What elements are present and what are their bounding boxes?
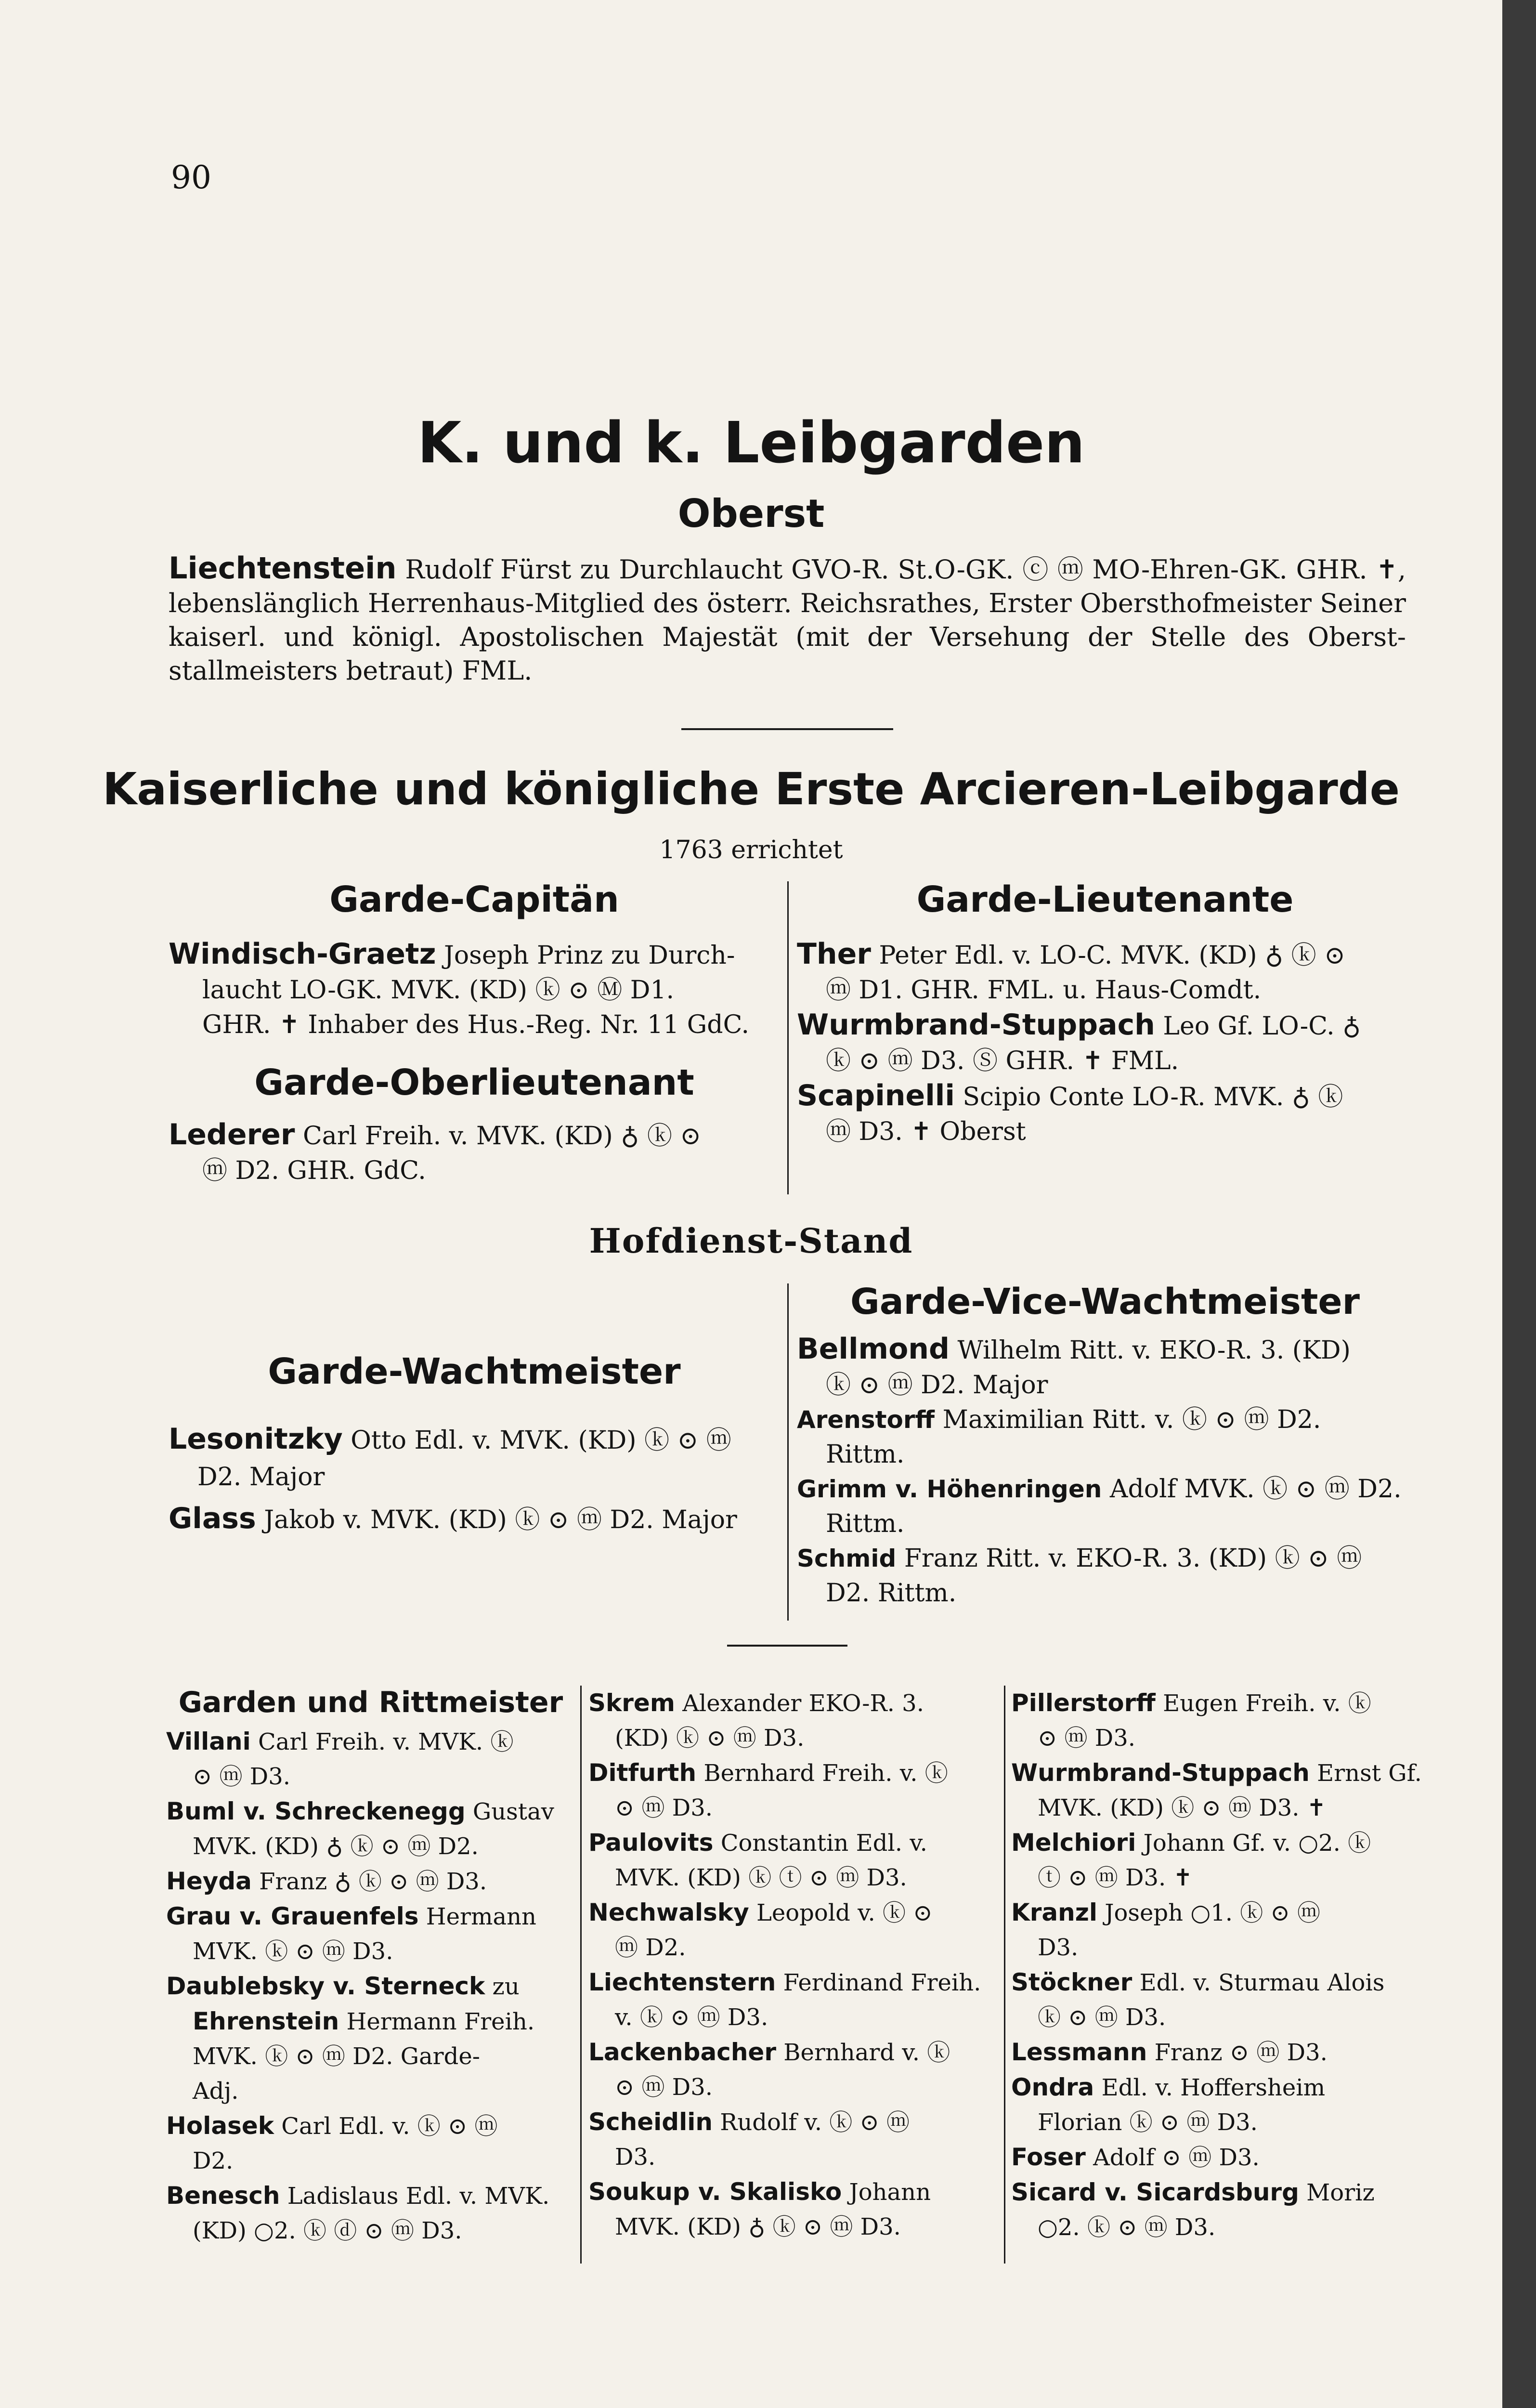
- oberlieutenant-line: Carl Freih. v. MVK. (KD) ♁ ⓚ ⊙: [302, 1122, 701, 1151]
- garden-line: Moriz: [1306, 2179, 1375, 2206]
- garden-line: Hermann: [426, 1903, 536, 1930]
- garden-line: Franz ⊙ ⓜ D3.: [1154, 2039, 1328, 2066]
- garden-line: D3.: [1038, 1934, 1079, 1961]
- oberst-details: Rudolf Fürst zu Durchlaucht GVO-R. St.O-GK. ⓒ ⓜ MO-Ehren-GK. GHR. ✝, lebenslänglich Herrenhaus-Mitglied des österr. Reichsrathes, Erster Obersthofmeister Seiner kaiserl. und königl. Apostolischen Majestät (mit der Versehung der Stelle des Oberststallmeisters betraut) FML.: [169, 554, 1406, 686]
- column-divider: [1004, 1686, 1005, 2264]
- garden-line: Adj.: [193, 2078, 239, 2105]
- garden-line: ⊙ ⓜ D3.: [615, 2074, 713, 2101]
- garden-line: v. ⓚ ⊙ ⓜ D3.: [615, 2004, 768, 2031]
- garden-name: Soukup v. Skalisko: [588, 2178, 842, 2206]
- garden-line: Hermann Freih.: [346, 2008, 535, 2035]
- capitaen-entry: [169, 937, 785, 1042]
- garden-line: Leopold v. ⓚ ⊙: [756, 1899, 933, 1926]
- garden-line: ⓜ D2.: [615, 1934, 686, 1961]
- garden-line: Rudolf v. ⓚ ⊙ ⓜ: [720, 2109, 910, 2136]
- garden-line: ⊙ ⓜ D3.: [193, 1763, 291, 1790]
- garden-line: Bernhard v. ⓚ: [783, 2039, 950, 2066]
- capitaen-line: Joseph Prinz zu Durch-: [444, 941, 735, 970]
- page-edge: [1502, 0, 1536, 2408]
- garden-line: Edl. v. Sturmau Alois: [1139, 1969, 1385, 1996]
- garden-name: Grau v. Grauenfels: [166, 1902, 419, 1930]
- garden-name: Paulovits: [588, 1829, 714, 1857]
- oberlieutenant-name: Lederer: [169, 1118, 295, 1152]
- garden-col3: [1011, 1686, 1425, 2245]
- main-title-text: K. und k. Leibgarden: [417, 409, 1085, 476]
- lieutenant-line: Leo Gf. LO-C. ♁: [1163, 1012, 1361, 1041]
- garden-line: Johann: [849, 2179, 931, 2206]
- garden-line: MVK. (KD) ⓚ ⊙ ⓜ D3. ✝: [1038, 1794, 1326, 1821]
- garden-col2: [588, 1686, 1002, 2244]
- garden-name: Skrem: [588, 1689, 675, 1717]
- lieutenant-line: ⓜ D3. ✝ Oberst: [826, 1117, 1026, 1146]
- column-divider: [787, 1283, 789, 1621]
- oberst-name: Liechtenstein: [169, 550, 397, 586]
- lieutenant-line: Scipio Conte LO-R. MVK. ♁ ⓚ: [963, 1083, 1343, 1112]
- hofdienst-title: Hofdienst-Stand: [589, 1221, 913, 1261]
- lieutenant-name: Scapinelli: [797, 1079, 955, 1112]
- garden-name: Villani: [166, 1727, 251, 1755]
- garden-line: ⓣ ⊙ ⓜ D3. ✝: [1038, 1864, 1193, 1891]
- oberlieutenant-entry: [169, 1117, 785, 1188]
- garden-line: ⊙ ⓜ D3.: [615, 1794, 713, 1821]
- garden-line: ○2. ⓚ ⊙ ⓜ D3.: [1038, 2214, 1216, 2241]
- garden-line: Eugen Freih. v. ⓚ: [1163, 1690, 1371, 1717]
- garden-line: ⊙ ⓜ D3.: [1038, 1725, 1136, 1752]
- garden-name: Ditfurth: [588, 1759, 697, 1787]
- capitaen-name: Windisch-Graetz: [169, 937, 436, 971]
- vice-heading: Garde-Vice-Wachtmeister: [850, 1281, 1360, 1322]
- oberst-entry: [169, 551, 1406, 688]
- main-title: [0, 409, 1502, 476]
- garden-line: Edl. v. Hoffersheim: [1101, 2074, 1326, 2101]
- wachtmeister-line: Otto Edl. v. MVK. (KD) ⓚ ⊙ ⓜ: [351, 1426, 731, 1455]
- garden-name: Sicard v. Sicardsburg: [1011, 2178, 1299, 2206]
- garden-name: Heyda: [166, 1867, 252, 1895]
- lieutenant-line: Peter Edl. v. LO-C. MVK. (KD) ♁ ⓚ ⊙: [879, 941, 1345, 970]
- garden-line: Joseph ○1. ⓚ ⊙ ⓜ: [1105, 1899, 1321, 1926]
- vice-list: [797, 1332, 1418, 1610]
- wachtmeister-list: [169, 1421, 785, 1538]
- page-number: 90: [171, 159, 211, 196]
- garden-line: Franz ♁ ⓚ ⊙ ⓜ D3.: [259, 1868, 487, 1895]
- vice-line: Wilhelm Ritt. v. EKO-R. 3. (KD): [957, 1336, 1351, 1365]
- wachtmeister-name: Glass: [169, 1502, 256, 1535]
- capitaen-line: GHR. ✝ Inhaber des Hus.-Reg. Nr. 11 GdC.: [202, 1010, 750, 1039]
- lieutenante-list: [797, 937, 1418, 1149]
- garden-line: MVK. (KD) ♁ ⓚ ⊙ ⓜ D3.: [615, 2213, 901, 2240]
- garden-line: zu: [492, 1973, 520, 2000]
- vice-line: ⓚ ⊙ ⓜ D2. Major: [826, 1371, 1048, 1400]
- garden-line: Johann Gf. v. ○2. ⓚ: [1143, 1830, 1371, 1857]
- wachtmeister-line: D2. Major: [197, 1463, 325, 1492]
- vice-line: Rittm.: [826, 1440, 905, 1469]
- garden-line: Gustav: [472, 1798, 554, 1825]
- garden-line: (KD) ⓚ ⊙ ⓜ D3.: [615, 1725, 805, 1752]
- divider-rule: [681, 728, 893, 730]
- vice-name: Grimm v. Höhenringen: [797, 1475, 1102, 1503]
- garden-line: ⓚ ⊙ ⓜ D3.: [1038, 2004, 1166, 2031]
- garden-line: Florian ⓚ ⊙ ⓜ D3.: [1038, 2109, 1258, 2136]
- garden-name: Lackenbacher: [588, 2038, 776, 2066]
- vice-line: Rittm.: [826, 1509, 905, 1538]
- oberst-heading-text: Oberst: [677, 491, 825, 536]
- garden-name: Kranzl: [1011, 1898, 1097, 1926]
- garden-line: MVK. ⓚ ⊙ ⓜ D2. Garde-: [193, 2043, 480, 2070]
- garden-name: Ehrenstein: [193, 2007, 339, 2035]
- garden-heading: Garden und Rittmeister: [178, 1686, 563, 1719]
- vice-name: Arenstorff: [797, 1406, 935, 1434]
- column-divider: [787, 881, 789, 1194]
- lieutenante-heading: Garde-Lieutenante: [916, 879, 1294, 920]
- garden-line: D2.: [193, 2147, 234, 2174]
- garden-name: Wurmbrand-Stuppach: [1011, 1759, 1310, 1787]
- oberlieutenant-heading: Garde-Oberlieutenant: [254, 1062, 694, 1103]
- garden-line: D3.: [615, 2144, 656, 2171]
- oberst-heading: [0, 491, 1502, 536]
- wachtmeister-line: Jakob v. MVK. (KD) ⓚ ⊙ ⓜ D2. Major: [264, 1505, 737, 1534]
- lieutenant-line: ⓚ ⊙ ⓜ D3. Ⓢ GHR. ✝ FML.: [826, 1047, 1179, 1075]
- column-divider: [580, 1686, 582, 2264]
- vice-line: Franz Ritt. v. EKO-R. 3. (KD) ⓚ ⊙ ⓜ: [904, 1544, 1362, 1573]
- garden-name: Stöckner: [1011, 1968, 1132, 1996]
- garden-name: Nechwalsky: [588, 1898, 749, 1926]
- lieutenant-name: Wurmbrand-Stuppach: [797, 1008, 1155, 1042]
- garden-line: Ernst Gf.: [1317, 1760, 1422, 1787]
- founded-note: 1763 errichtet: [659, 836, 843, 864]
- garden-name: Pillerstorff: [1011, 1689, 1156, 1717]
- garden-line: MVK. (KD) ⓚ ⓣ ⊙ ⓜ D3.: [615, 1864, 907, 1891]
- garden-line: Alexander EKO-R. 3.: [682, 1690, 924, 1717]
- capitaen-heading: Garde-Capitän: [329, 879, 619, 920]
- vice-name: Bellmond: [797, 1332, 950, 1366]
- garden-name: Holasek: [166, 2112, 274, 2140]
- garden-line: MVK. ⓚ ⊙ ⓜ D3.: [193, 1938, 393, 1965]
- garden-line: Bernhard Freih. v. ⓚ: [703, 1760, 948, 1787]
- garden-name: Daublebsky v. Sterneck: [166, 1972, 485, 2000]
- lieutenant-name: Ther: [797, 937, 871, 971]
- vice-line: D2. Rittm.: [826, 1579, 957, 1608]
- garden-col1: [166, 1724, 575, 2248]
- garden-name: Liechtenstern: [588, 1968, 776, 1996]
- garden-name: Buml v. Schreckenegg: [166, 1797, 466, 1825]
- vice-name: Schmid: [797, 1544, 897, 1572]
- capitaen-line: laucht LO-GK. MVK. (KD) ⓚ ⊙ Ⓜ D1.: [202, 976, 675, 1005]
- wachtmeister-heading: Garde-Wachtmeister: [268, 1351, 681, 1392]
- garden-name: Ondra: [1011, 2073, 1094, 2101]
- garden-line: Adolf ⊙ ⓜ D3.: [1093, 2144, 1260, 2171]
- garden-name: Foser: [1011, 2143, 1086, 2171]
- garden-name: Melchiori: [1011, 1829, 1136, 1857]
- arcieren-title: [0, 763, 1502, 815]
- garden-name: Benesch: [166, 2182, 280, 2210]
- divider-rule: [727, 1645, 847, 1647]
- garden-line: Constantin Edl. v.: [720, 1830, 927, 1857]
- garden-line: Carl Edl. v. ⓚ ⊙ ⓜ: [281, 2113, 498, 2140]
- vice-line: Adolf MVK. ⓚ ⊙ ⓜ D2.: [1109, 1475, 1402, 1504]
- garden-line: MVK. (KD) ♁ ⓚ ⊙ ⓜ D2.: [193, 1833, 479, 1860]
- wachtmeister-name: Lesonitzky: [169, 1422, 343, 1456]
- garden-line: Carl Freih. v. MVK. ⓚ: [258, 1728, 514, 1755]
- oberlieutenant-line: ⓜ D2. GHR. GdC.: [202, 1156, 426, 1185]
- arcieren-title-text: Kaiserliche und königliche Erste Arcieren-Leibgarde: [102, 763, 1400, 815]
- garden-line: Ferdinand Freih.: [783, 1969, 981, 1996]
- vice-line: Maximilian Ritt. v. ⓚ ⊙ ⓜ D2.: [942, 1405, 1321, 1434]
- lieutenant-line: ⓜ D1. GHR. FML. u. Haus-Comdt.: [826, 976, 1262, 1005]
- garden-name: Lessmann: [1011, 2038, 1147, 2066]
- garden-line: Ladislaus Edl. v. MVK.: [287, 2183, 550, 2210]
- garden-name: Scheidlin: [588, 2108, 713, 2136]
- garden-line: (KD) ○2. ⓚ ⓓ ⊙ ⓜ D3.: [193, 2217, 462, 2244]
